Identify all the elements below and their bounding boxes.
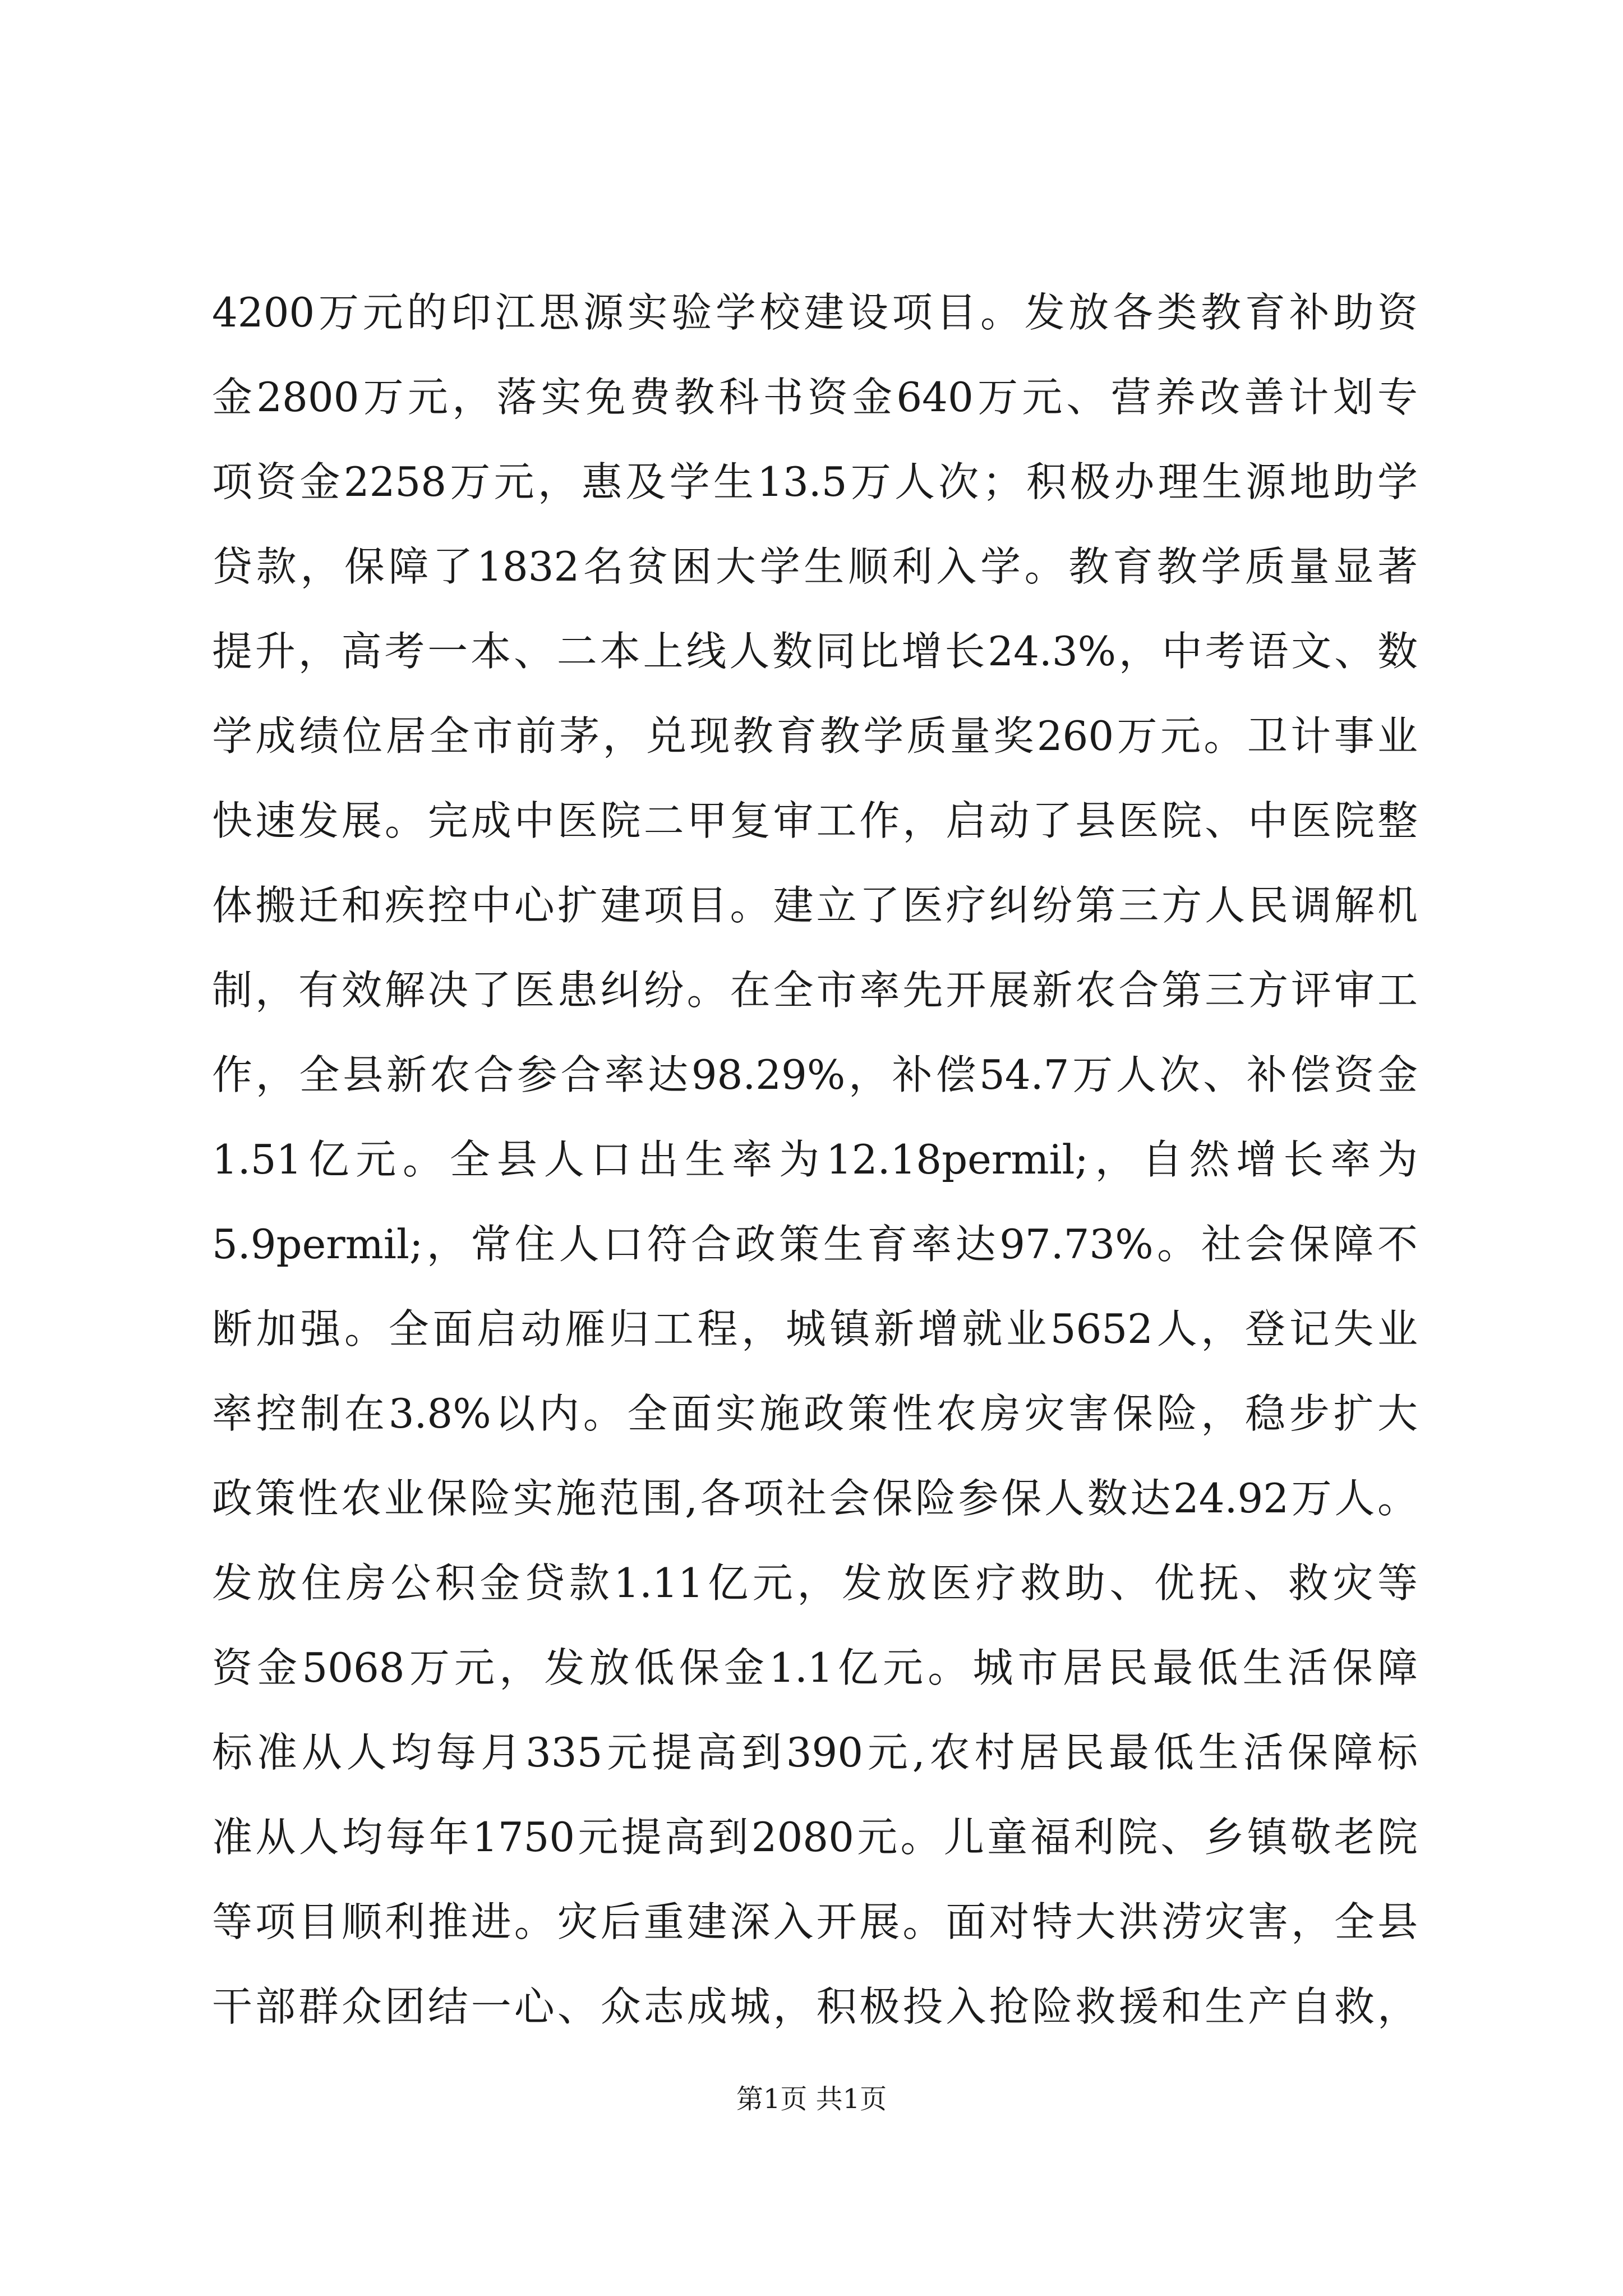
- page-number-footer: 第1页 共1页: [736, 2083, 887, 2115]
- text-line: 快速发展。完成中医院二甲复审工作，启动了县医院、中医院整: [212, 797, 1418, 844]
- text-line: 等项目顺利推进。灾后重建深入开展。面对特大洪涝灾害，全县: [212, 1898, 1418, 1945]
- text-line: 金2800万元，落实免费教科书资金640万元、营养改善计划专: [212, 374, 1418, 421]
- text-line: 贷款，保障了1832名贫困大学生顺利入学。教育教学质量显著: [212, 543, 1418, 590]
- text-line: 断加强。全面启动雁归工程，城镇新增就业5652人，登记失业: [212, 1305, 1418, 1352]
- text-line: 学成绩位居全市前茅，兑现教育教学质量奖260万元。卫计事业: [212, 712, 1418, 760]
- text-line: 干部群众团结一心、众志成城，积极投入抢险救援和生产自救，: [212, 1983, 1418, 2030]
- text-line: 率控制在3.8%以内。全面实施政策性农房灾害保险，稳步扩大: [212, 1390, 1418, 1437]
- text-line: 5.9permil;，常住人口符合政策生育率达97.73%。社会保障不: [212, 1221, 1418, 1268]
- body-paragraph: [212, 270, 1418, 2049]
- text-line: 资金5068万元，发放低保金1.1亿元。城市居民最低生活保障: [212, 1644, 1418, 1691]
- text-line: 体搬迁和疾控中心扩建项目。建立了医疗纠纷第三方人民调解机: [212, 882, 1418, 929]
- text-line: 政策性农业保险实施范围,各项社会保险参保人数达24.92万人。: [212, 1475, 1418, 1522]
- text-line: 4200万元的印江思源实验学校建设项目。发放各类教育补助资: [212, 289, 1418, 336]
- text-line: 标准从人均每月335元提高到390元,农村居民最低生活保障标: [212, 1729, 1418, 1776]
- text-line: 准从人均每年1750元提高到2080元。儿童福利院、乡镇敬老院: [212, 1814, 1418, 1861]
- text-line: 发放住房公积金贷款1.11亿元，发放医疗救助、优抚、救灾等: [212, 1559, 1418, 1607]
- text-line: 提升，高考一本、二本上线人数同比增长24.3%，中考语文、数: [212, 628, 1418, 675]
- text-line: 作，全县新农合参合率达98.29%，补偿54.7万人次、补偿资金: [212, 1051, 1418, 1098]
- text-line: 项资金2258万元，惠及学生13.5万人次；积极办理生源地助学: [212, 458, 1418, 505]
- text-line: 1.51亿元。全县人口出生率为12.18permil;，自然增长率为: [212, 1136, 1418, 1183]
- text-line: 制，有效解决了医患纠纷。在全市率先开展新农合第三方评审工: [212, 967, 1418, 1014]
